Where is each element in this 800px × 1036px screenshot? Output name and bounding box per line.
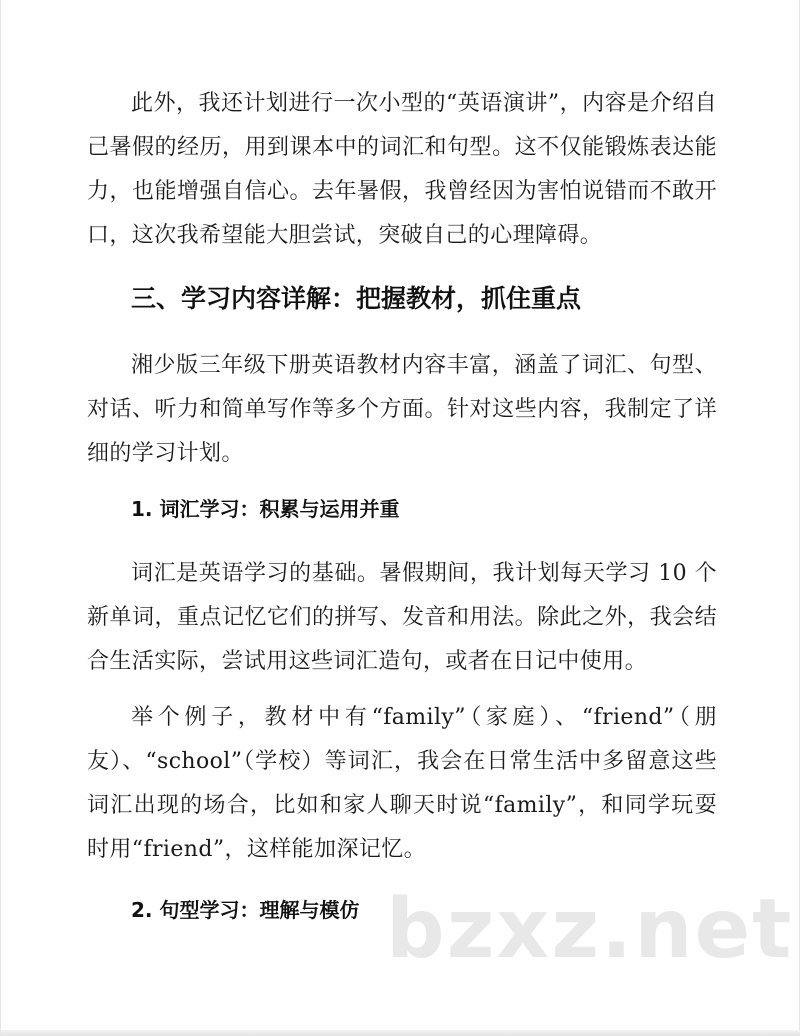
subheading-vocabulary: 1. 词汇学习：积累与运用并重 [131,497,400,521]
page-bottom-edge [1,1030,800,1036]
paragraph-vocabulary: 词汇是英语学习的基础。暑假期间，我计划每天学习 10 个新单词，重点记忆它们的拼写、发音和用法。除此之外，我会结合生活实际，尝试用这些词汇造句，或者在日记中使用。 [87,561,717,674]
paragraph-vocabulary-example: 举个例子，教材中有“family”（家庭）、“friend”（朋友）、“school”（学校）等词汇，我会在日常生活中多留意这些词汇出现的场合，比如和家人聊天时说“family”，和同学玩耍时用“friend”，这样能加深记忆。 [87,705,717,862]
subheading-sentence-patterns: 2. 句型学习：理解与模仿 [131,898,360,922]
paragraph-textbook-overview: 湘少版三年级下册英语教材内容丰富，涵盖了词汇、句型、对话、听力和简单写作等多个方面。针对这些内容，我制定了详细的学习计划。 [87,353,717,466]
site-watermark: bzxz.net [386,882,794,977]
paragraph-speech-plan: 此外，我还计划进行一次小型的“英语演讲”，内容是介绍自己暑假的经历，用到课本中的词汇和句型。这不仅能锻炼表达能力，也能增强自信心。去年暑假，我曾经因为害怕说错而不敢开口，这次我希望能大胆尝试，突破自己的心理障碍。 [87,91,717,248]
section-heading-3: 三、学习内容详解：把握教材，抓住重点 [131,284,582,313]
